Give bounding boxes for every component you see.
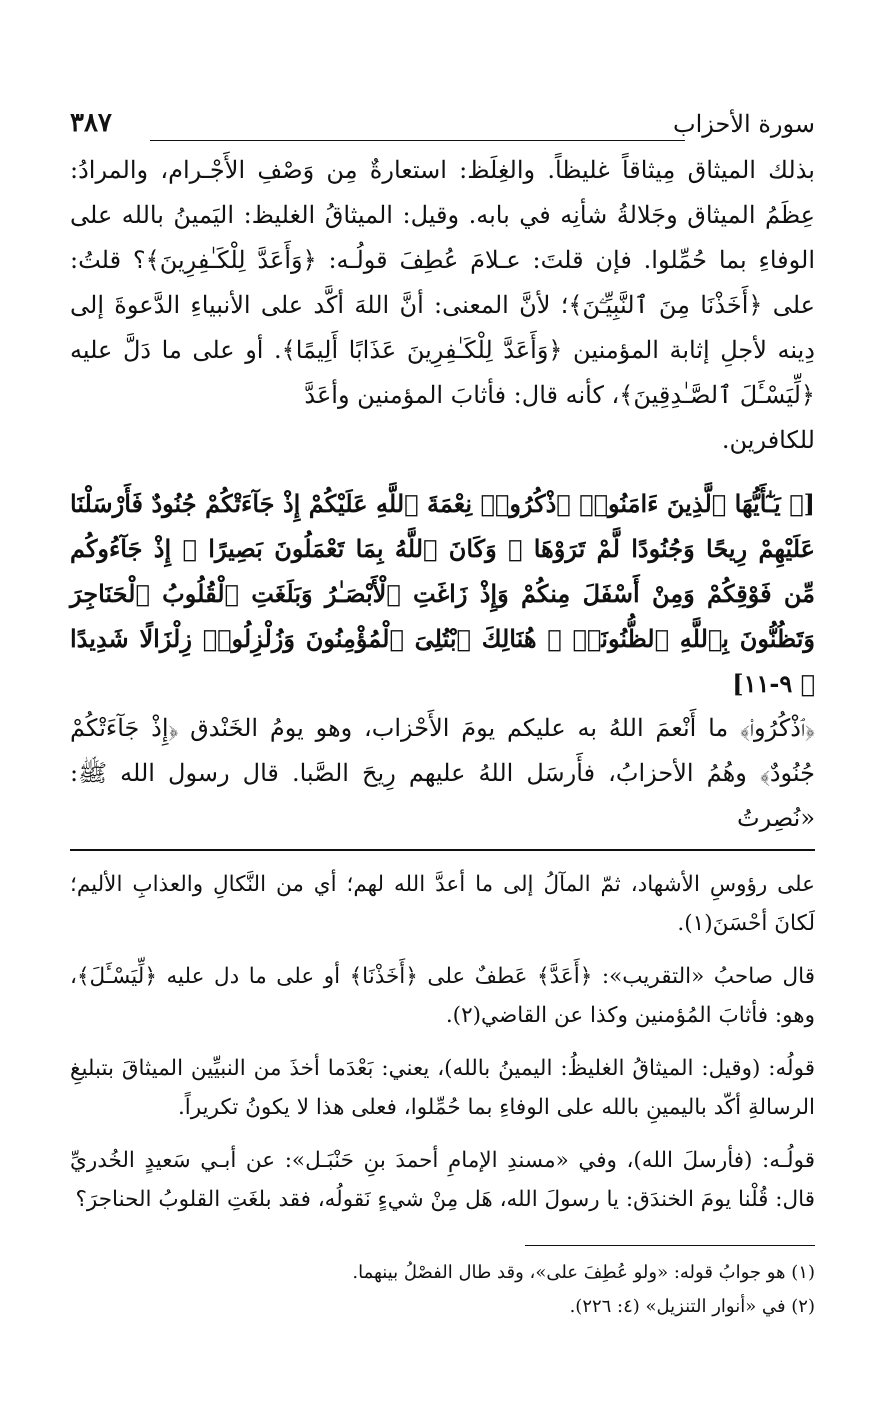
- surah-title: سورة الأحزاب: [673, 110, 815, 138]
- page-header: [70, 100, 815, 148]
- page-number: ٣٨٧: [70, 108, 112, 138]
- commentary-paragraph-4: قولُـه: (فأرسلَ الله)، وفي «مسندِ الإمامِ أحمدَ بنِ حَنْبَـل»: عن أبـي سَعيدٍ الخُدريِّ قال: قُلْنا يومَ الخندَق: يا رسولَ الله، هَل مِنْ شيءٍ نَقولُه، فقد بلغَتِ القلوبُ الحناجرَ؟: [70, 1148, 815, 1212]
- commentary-section: [70, 865, 815, 1219]
- footnotes: [70, 1256, 815, 1324]
- main-paragraph-2: ﴿ٱذْكُرُوا۟﴾ ما أَنْعمَ اللهُ به عليكم يومَ الأَحْزاب، وهو يومُ الخَنْدق ﴿إِذْ جَآءَتْكُمْ جُنُودٌ﴾ وهُمُ الأحزابُ، فأَرسَل اللهُ عليهم رِيحَ الصَّبا. قال رسول الله ﷺ: «نُصِرتُ: [70, 714, 815, 832]
- footnote-rule: [525, 1245, 815, 1246]
- commentary-paragraph-1: على رؤوسِ الأشهاد، ثمّ المآلُ إلى ما أعدَّ الله لهم؛ أي من النَّكالِ والعذابِ الأليم؛ لَكانَ أحْسَنَ(١).: [70, 872, 815, 936]
- main-paragraph-1: بذلك الميثاق مِيثاقاً غليظاً. والغِلَظ: استعارةٌ مِن وَصْفِ الأَجْـرام، والمرادُ: عِظَمُ الميثاق وجَلالةُ شأنِه في بابه. وقيل: الميثاقُ الغليظ: اليَمينُ بالله على الوفاءِ بما حُمِّلوا. فإن قلتَ: عـلامَ عُطِفَ قولُـه: ﴿وَأَعَدَّ لِلْكَـٰفِرِينَ﴾؟ قلتُ: على ﴿أَخَذْنَا مِنَ ٱلنَّبِيِّـۧنَ﴾؛ لأنَّ المعنى: أنَّ اللهَ أكَّد على الأنبياءِ الدَّعوةَ إلى دِينه لأجلِ إثابة المؤمنين ﴿وَأَعَدَّ لِلْكَـٰفِرِينَ عَذَابًا أَلِيمًا﴾. أو على ما دَلَّ عليه ﴿لِّيَسْـَٔلَ ٱلصَّـٰدِقِينَ﴾، كأنه قال: فأثابَ المؤمنين وأعَدَّ: [70, 156, 815, 409]
- book-page: [70, 100, 815, 1324]
- main-paragraph-1-tail: للكافرين.: [721, 426, 815, 454]
- main-text: [70, 148, 815, 841]
- header-rule: [150, 140, 685, 141]
- commentary-paragraph-3: قولُه: (وقيل: الميثاقُ الغليظُ: اليمينُ بالله)، يعني: بَعْدَما أخذَ من النبيِّين الميثاقَ بتبليغِ الرسالةِ أكّد باليمينِ بالله على الوفاءِ بما حُمِّلوا، فعلى هذا لا يكونُ تكريراً.: [70, 1056, 815, 1120]
- footnote-1: (١) هو جوابُ قوله: «ولو عُطِفَ على»، وقد طال الفصْلُ بينهما.: [352, 1262, 815, 1283]
- commentary-divider: [70, 849, 815, 851]
- footnote-2: (٢) في «أنوار التنزيل» (٤: ٢٢٦).: [569, 1296, 815, 1317]
- commentary-paragraph-2: قال صاحبُ «التقريب»: ﴿أَعَدَّ﴾ عَطفٌ على ﴿أَخَذْنَا﴾ أو على ما دل عليه ﴿لِّيَسْـَٔلَ﴾، وهو: فأثابَ المُؤمنين وكذا عن القاضي(٢).: [70, 964, 815, 1028]
- quran-verse-block: [﴿ يَـٰٓأَيُّهَا ٱلَّذِينَ ءَامَنُوا۟ ٱذْكُرُوا۟ نِعْمَةَ ٱللَّهِ عَلَيْكُمْ إِذْ جَآءَتْكُمْ جُنُودٌ فَأَرْسَلْنَا عَلَيْهِمْ رِيحًا وَجُنُودًا لَّمْ تَرَوْهَا ۚ وَكَانَ ٱللَّهُ بِمَا تَعْمَلُونَ بَصِيرًا ۞ إِذْ جَآءُوكُم مِّن فَوْقِكُمْ وَمِنْ أَسْفَلَ مِنكُمْ وَإِذْ زَاغَتِ ٱلْأَبْصَـٰرُ وَبَلَغَتِ ٱلْقُلُوبُ ٱلْحَنَاجِرَ وَتَظُنُّونَ بِٱللَّهِ ٱلظُّنُونَا۠ ۞ هُنَالِكَ ٱبْتُلِىَ ٱلْمُؤْمِنُونَ وَزُلْزِلُوا۟ زِلْزَالًا شَدِيدًا ﴾ ٩-١١]: [70, 489, 815, 698]
